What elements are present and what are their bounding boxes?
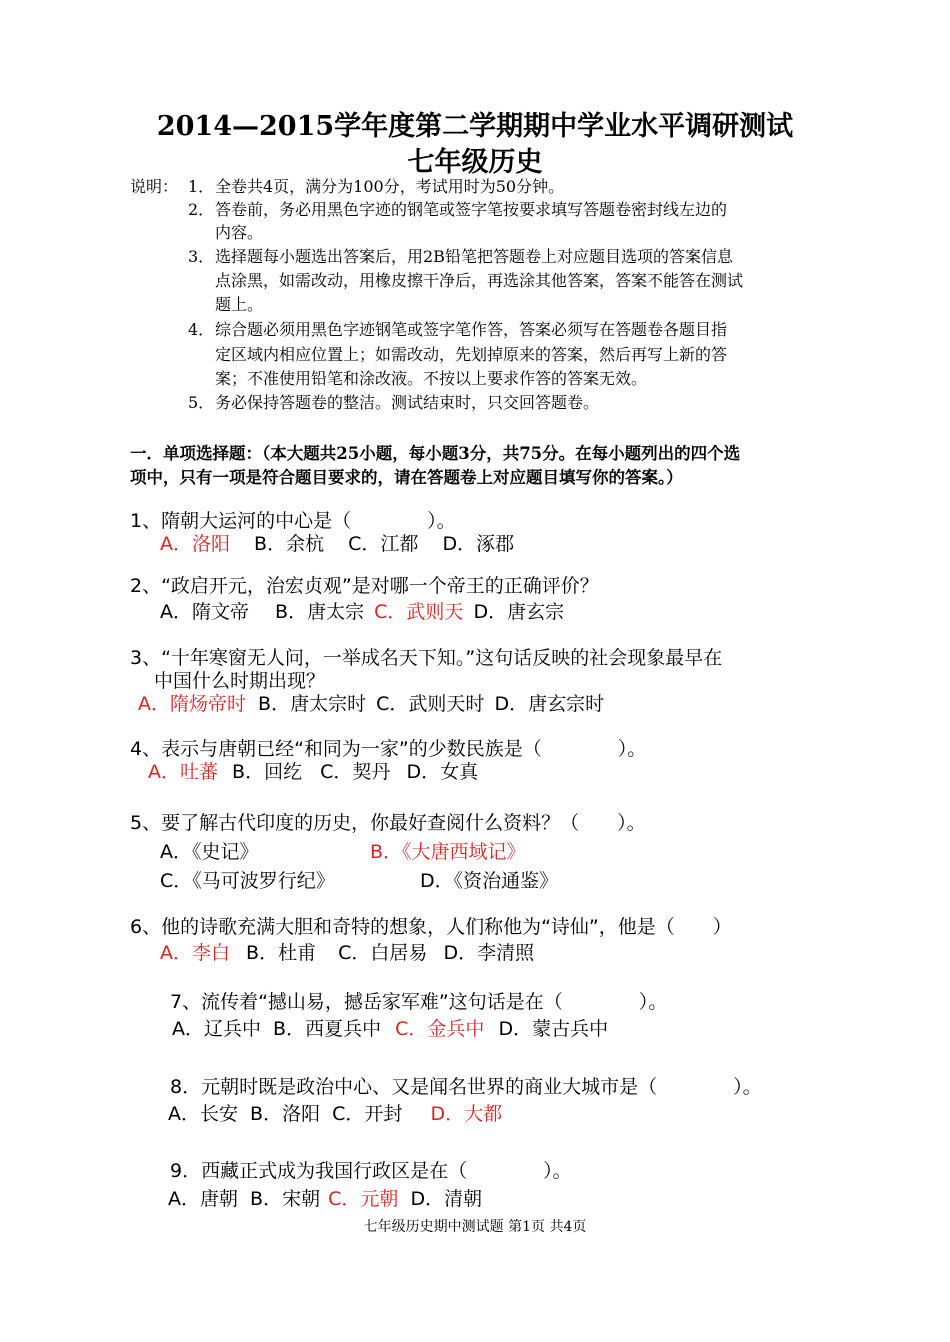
option-c[interactable]: C．武则天时 — [376, 693, 485, 715]
option-a[interactable]: A．长安 — [168, 1103, 238, 1125]
instruction-3-line: 题上。 — [215, 295, 264, 314]
option-c[interactable]: C．江都 — [348, 533, 419, 555]
option-b[interactable]: B．《大唐西域记》 — [370, 841, 526, 863]
question-options — [160, 529, 514, 556]
question-stem: 5、要了解古代印度的历史，你最好查阅什么资料？（ ）。 — [130, 812, 646, 834]
option-d[interactable]: D．唐玄宗 — [473, 601, 565, 623]
option-d[interactable]: D．《资治通鉴》 — [420, 870, 559, 892]
option-c[interactable]: C．契丹 — [320, 761, 391, 783]
option-d[interactable]: D．蒙古兵中 — [498, 1018, 609, 1040]
section-heading: 项中，只有一项是符合题目要求的，请在答题卷上对应题目填写你的答案。） — [130, 468, 683, 487]
question-stem: 1、隋朝大运河的中心是（ ）。 — [130, 510, 456, 532]
question-options — [160, 938, 534, 965]
page-title: 2014—2015学年度第二学期期中学业水平调研测试 — [156, 111, 794, 142]
instruction-3-num: 3． — [188, 247, 215, 266]
section-heading: 一．单项选择题：（本大题共25小题，每小题3分，共75分。在每小题列出的四个选 — [130, 444, 741, 463]
option-d[interactable]: D．涿郡 — [442, 533, 515, 555]
question-options — [160, 597, 564, 624]
question-options — [172, 1014, 608, 1041]
instruction-4-num: 4． — [188, 320, 215, 339]
question-stem: 6、他的诗歌充满大胆和奇特的想象，人们称他为“诗仙”，他是（ ） — [130, 916, 732, 938]
option-d[interactable]: D．唐玄宗时 — [494, 693, 605, 715]
question-stem: 中国什么时期出现？ — [154, 670, 326, 692]
question-stem: 7、流传着“撼山易，撼岳家军难”这句话是在（ ）。 — [170, 991, 668, 1013]
question-options — [168, 1184, 482, 1211]
option-a[interactable]: A．《史记》 — [160, 841, 259, 863]
option-c[interactable]: C．开封 — [332, 1103, 403, 1125]
option-a[interactable]: A．辽兵中 — [172, 1018, 261, 1040]
option-a[interactable]: A．吐蕃 — [148, 761, 218, 783]
option-d[interactable]: D．李清照 — [443, 942, 535, 964]
instruction-5-num: 5． — [188, 393, 215, 412]
question-stem: 9．西藏正式成为我国行政区是在（ ）。 — [170, 1160, 572, 1182]
option-c[interactable]: C．武则天 — [374, 601, 464, 623]
instructions-label: 说明： — [130, 177, 179, 196]
question-options — [148, 757, 478, 784]
instruction-5-line: 务必保持答题卷的整洁。测试结束时，只交回答题卷。 — [215, 393, 600, 412]
instruction-4-line: 定区域内相应位置上；如需改动，先划掉原来的答案，然后再写上新的答 — [215, 345, 728, 364]
instruction-2-line: 答卷前，务必用黑色字迹的钢笔或签字笔按要求填写答题卷密封线左边的 — [215, 200, 728, 219]
option-d[interactable]: D．大都 — [430, 1103, 503, 1125]
question-stem: 2、“政启开元，治宏贞观”是对哪一个帝王的正确评价？ — [130, 575, 599, 597]
instruction-1-num: 1． — [188, 177, 215, 196]
option-b[interactable]: B．唐太宗时 — [258, 693, 367, 715]
question-stem: 8．元朝时既是政治中心、又是闻名世界的商业大城市是（ ）。 — [170, 1076, 762, 1098]
option-b[interactable]: B．唐太宗 — [275, 601, 365, 623]
question-stem: 4、表示与唐朝已经“和同为一家”的少数民族是（ ）。 — [130, 738, 647, 760]
instruction-2-num: 2． — [188, 200, 215, 219]
option-c[interactable]: C．《马可波罗行纪》 — [160, 870, 335, 892]
option-b[interactable]: B．宋朝 — [250, 1188, 321, 1210]
option-a[interactable]: A．隋炀帝时 — [138, 693, 246, 715]
option-a[interactable]: A．唐朝 — [168, 1188, 238, 1210]
option-c[interactable]: C．金兵中 — [395, 1018, 485, 1040]
option-c[interactable]: C．白居易 — [338, 942, 428, 964]
page-footer: 七年级历史期中测试题 第1页 共4页 — [363, 1219, 587, 1235]
instruction-2-line: 内容。 — [215, 223, 264, 242]
option-d[interactable]: D．清朝 — [410, 1188, 483, 1210]
option-b[interactable]: B．西夏兵中 — [273, 1018, 382, 1040]
option-a[interactable]: A．李白 — [160, 942, 230, 964]
instruction-3-line: 选择题每小题选出答案后，用2B铅笔把答题卷上对应题目选项的答案信息 — [215, 247, 733, 266]
page-subtitle: 七年级历史 — [407, 147, 543, 178]
instruction-4-line: 综合题必须用黑色字迹钢笔或签字笔作答，答案必须写在答题卷各题目指 — [215, 320, 728, 339]
instruction-1-line: 全卷共4页，满分为100分，考试用时为50分钟。 — [215, 177, 565, 196]
option-b[interactable]: B．杜甫 — [246, 942, 317, 964]
option-c[interactable]: C．元朝 — [328, 1188, 399, 1210]
question-stem: 3、“十年寒窗无人问，一举成名天下知。”这句话反映的社会现象最早在 — [130, 647, 723, 669]
option-a[interactable]: A．洛阳 — [160, 533, 230, 555]
option-a[interactable]: A．隋文帝 — [160, 601, 249, 623]
question-options — [138, 689, 604, 716]
question-options — [168, 1099, 502, 1126]
instruction-3-line: 点涂黑，如需改动，用橡皮擦干净后，再选涂其他答案，答案不能答在测试 — [215, 271, 744, 290]
instruction-4-line: 案；不准使用铅笔和涂改液。不按以上要求作答的答案无效。 — [215, 369, 648, 388]
option-b[interactable]: B．余杭 — [254, 533, 325, 555]
option-b[interactable]: B．回纥 — [232, 761, 303, 783]
option-d[interactable]: D．女真 — [406, 761, 479, 783]
option-b[interactable]: B．洛阳 — [250, 1103, 321, 1125]
